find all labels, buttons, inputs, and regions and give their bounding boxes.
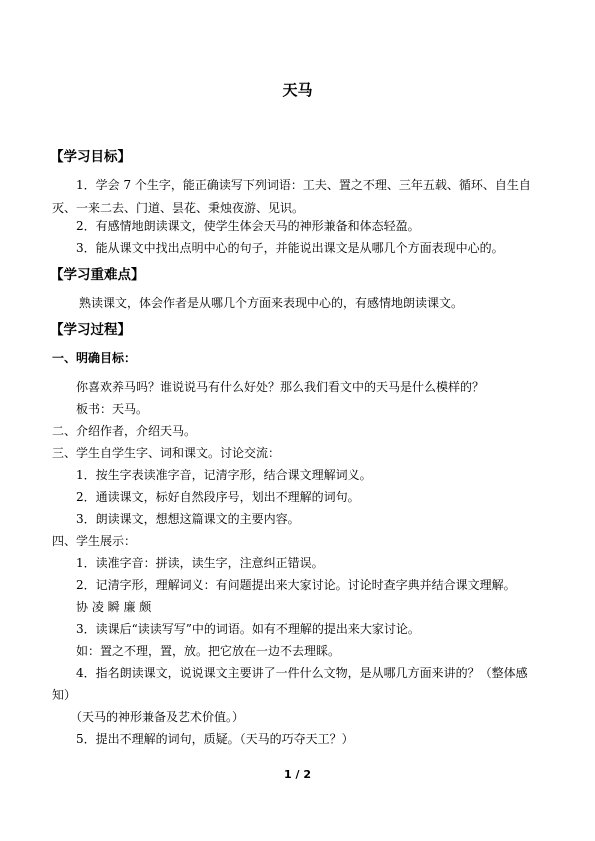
goal-line: 3．能从课文中找出点明中心的句子，并能说出课文是从哪几个方面表现中心的。 xyxy=(76,241,504,255)
process-line: 板书：天马。 xyxy=(76,402,149,416)
section-heading-key-points: 【学习重难点】 xyxy=(50,267,145,283)
process-line: 协 凌 瞬 廉 颇 xyxy=(76,600,152,614)
goal-line: 2．有感情地朗读课文，使学生体会天马的神形兼备和体态轻盈。 xyxy=(76,219,420,233)
process-line: 如：置之不理，置，放。把它放在一边不去理睬。 xyxy=(76,644,341,658)
process-line: 3．读课后“读读写写”中的词语。如有不理解的提出来大家讨论。 xyxy=(76,622,420,636)
step3-heading: 三、学生自学生字、词和课文。讨论交流： xyxy=(52,446,281,460)
process-line: 2．记清字形，理解词义：有问题提出来大家讨论。讨论时查字典并结合课文理解。 xyxy=(76,578,516,592)
process-line: 知） xyxy=(52,688,77,702)
section-heading-goals: 【学习目标】 xyxy=(50,149,131,165)
page-number: 1 / 2 xyxy=(284,768,311,781)
process-line: 2．通读课文，标好自然段序号，划出不理解的词句。 xyxy=(76,490,360,504)
process-line: 5．提出不理解的词句，质疑。（天马的巧夺天工？） xyxy=(76,732,354,746)
process-line: 1．按生字表读准字音，记清字形，结合课文理解词义。 xyxy=(76,468,372,482)
key-points-text: 熟读课文，体会作者是从哪几个方面来表现中心的，有感情地朗读课文。 xyxy=(79,296,464,310)
process-line: 3．朗读课文，想想这篇课文的主要内容。 xyxy=(76,512,300,526)
page-title: 天马 xyxy=(282,81,313,99)
process-line: 4．指名朗读课文，说说课文主要讲了一件什么文物，是从哪几方面来讲的？（整体感 xyxy=(76,666,528,680)
step1-heading: 一、明确目标： xyxy=(52,351,137,365)
step4-heading: 四、学生展示： xyxy=(52,534,137,548)
process-line: 你喜欢养马吗？谁说说马有什么好处？那么我们看文中的天马是什么模样的？ xyxy=(76,380,485,394)
section-heading-process: 【学习过程】 xyxy=(50,322,131,338)
goal-line: 1．学会 7 个生字，能正确读写下列词语：工夫、置之不理、三年五载、循环、自生自 xyxy=(76,178,531,192)
process-line: 1．读准字音：拼读，读生字，注意纠正错误。 xyxy=(76,556,324,570)
step2-heading: 二、介绍作者，介绍天马。 xyxy=(52,424,197,438)
process-line: （天马的神形兼备及艺术价值。） xyxy=(70,710,245,724)
goal-line: 灭、一来二去、门道、昙花、秉烛夜游、见识。 xyxy=(52,201,305,215)
